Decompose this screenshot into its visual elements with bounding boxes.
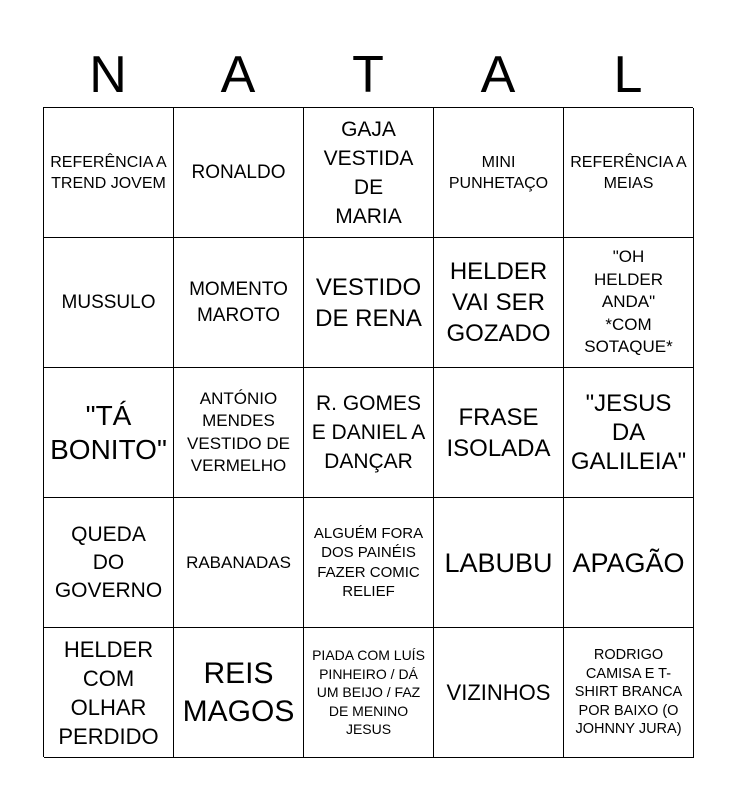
bingo-cell-r3-c1[interactable]: RABANADAS bbox=[174, 498, 304, 628]
bingo-grid bbox=[43, 107, 693, 757]
header-letter-a: A bbox=[220, 46, 256, 104]
bingo-cell-r2-c4[interactable]: "JESUS DA GALILEIA" bbox=[564, 368, 694, 498]
bingo-cell-r2-c3[interactable]: FRASE ISOLADA bbox=[434, 368, 564, 498]
bingo-cell-r3-c0[interactable]: QUEDA DO GOVERNO bbox=[44, 498, 174, 628]
bingo-cell-r4-c1[interactable]: REIS MAGOS bbox=[174, 628, 304, 758]
bingo-cell-r0-c3[interactable]: MINI PUNHETAÇO bbox=[434, 108, 564, 238]
bingo-cell-r4-c0[interactable]: HELDER COM OLHAR PERDIDO bbox=[44, 628, 174, 758]
bingo-cell-r3-c3[interactable]: LABUBU bbox=[434, 498, 564, 628]
bingo-cell-r1-c4[interactable]: "OH HELDER ANDA" *COM SOTAQUE* bbox=[564, 238, 694, 368]
bingo-cell-r4-c4[interactable]: RODRIGO CAMISA E T-SHIRT BRANCA POR BAIXO (O JOHNNY JURA) bbox=[564, 628, 694, 758]
bingo-cell-r4-c3[interactable]: VIZINHOS bbox=[434, 628, 564, 758]
bingo-cell-r1-c3[interactable]: HELDER VAI SER GOZADO bbox=[434, 238, 564, 368]
bingo-cell-r0-c4[interactable]: REFERÊNCIA A MEIAS bbox=[564, 108, 694, 238]
header-letter-n: N bbox=[89, 46, 127, 104]
bingo-cell-r0-c0[interactable]: REFERÊNCIA A TREND JOVEM bbox=[44, 108, 174, 238]
header-letter-l: L bbox=[613, 46, 643, 104]
bingo-cell-r1-c1[interactable]: MOMENTO MAROTO bbox=[174, 238, 304, 368]
bingo-cell-r2-c2[interactable]: R. GOMES E DANIEL A DANÇAR bbox=[304, 368, 434, 498]
bingo-cell-r3-c2[interactable]: ALGUÉM FORA DOS PAINÉIS FAZER COMIC RELIEF bbox=[304, 498, 434, 628]
header-letter-a-2: A bbox=[480, 46, 516, 104]
bingo-cell-r2-c1[interactable]: ANTÓNIO MENDES VESTIDO DE VERMELHO bbox=[174, 368, 304, 498]
header-letter-t: T bbox=[352, 46, 384, 104]
bingo-cell-r1-c2[interactable]: VESTIDO DE RENA bbox=[304, 238, 434, 368]
bingo-cell-r0-c2[interactable]: GAJA VESTIDA DE MARIA bbox=[304, 108, 434, 238]
bingo-cell-r3-c4[interactable]: APAGÃO bbox=[564, 498, 694, 628]
bingo-cell-r0-c1[interactable]: RONALDO bbox=[174, 108, 304, 238]
bingo-cell-r2-c0[interactable]: "TÁ BONITO" bbox=[44, 368, 174, 498]
bingo-header bbox=[43, 44, 693, 106]
bingo-cell-r1-c0[interactable]: MUSSULO bbox=[44, 238, 174, 368]
bingo-cell-r4-c2[interactable]: PIADA COM LUÍS PINHEIRO / DÁ UM BEIJO / FAZ DE MENINO JESUS bbox=[304, 628, 434, 758]
